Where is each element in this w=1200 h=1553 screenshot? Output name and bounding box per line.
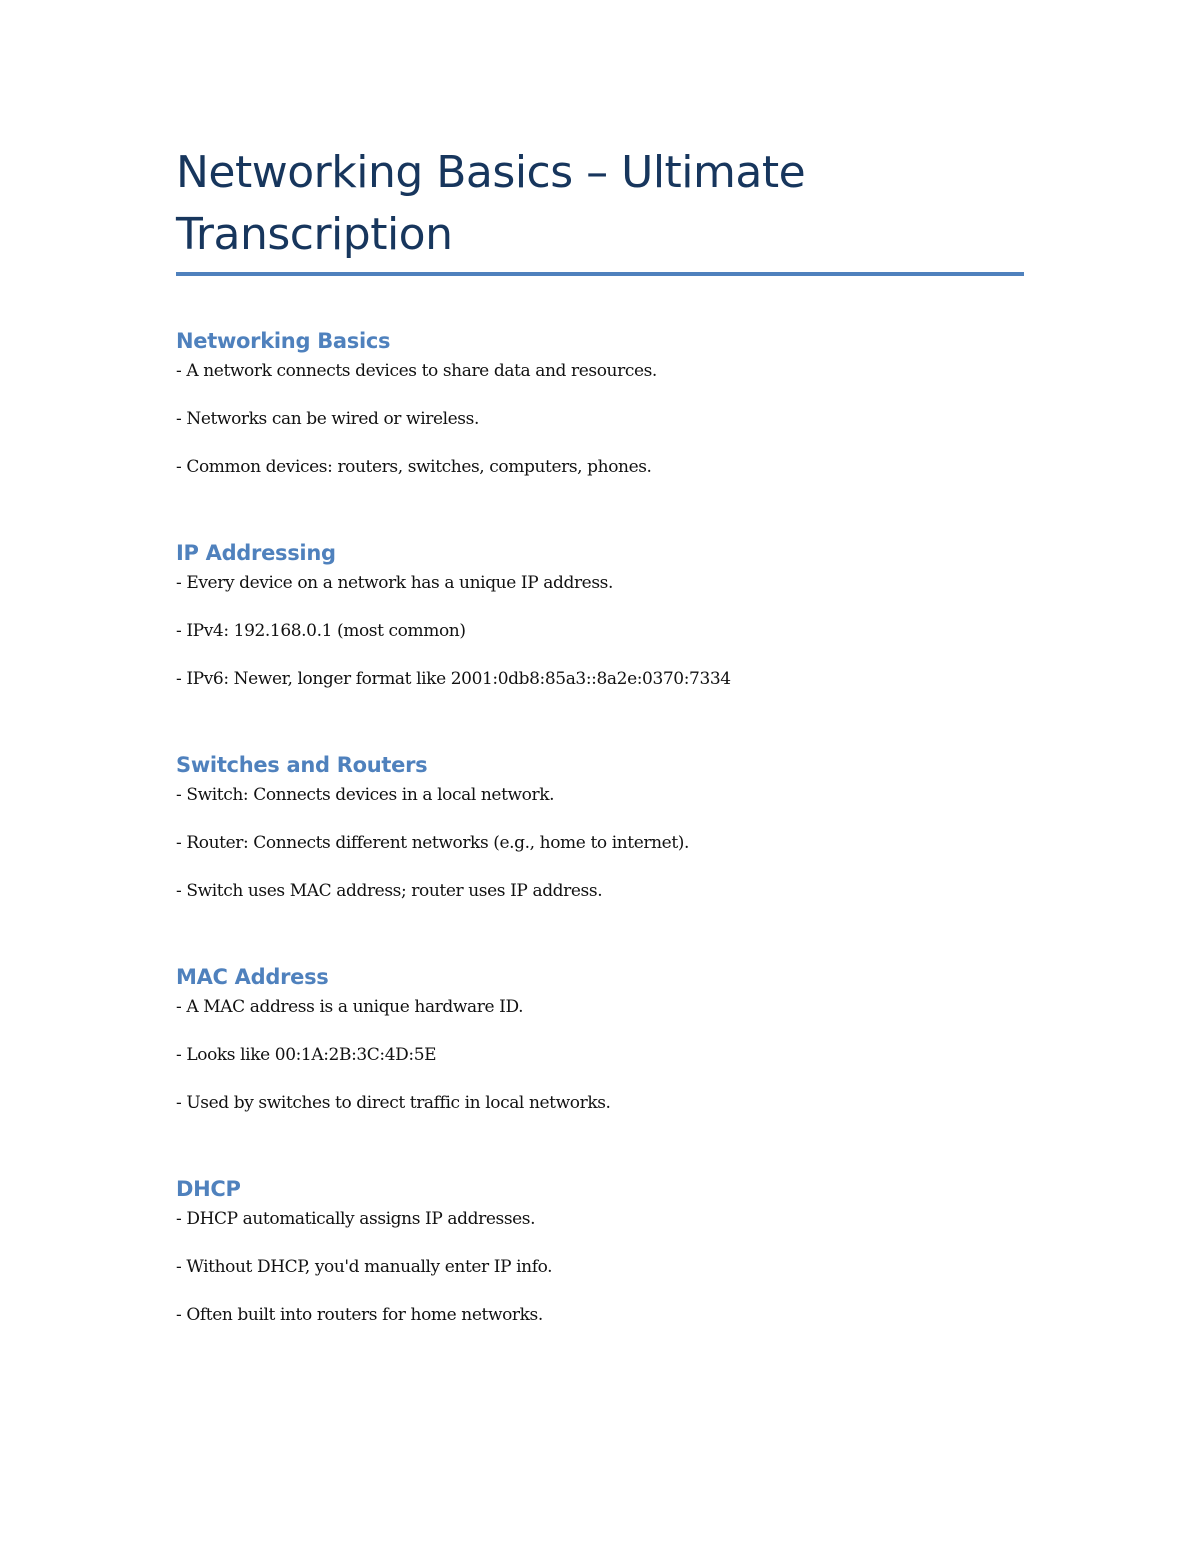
list-item: - Switch: Connects devices in a local network. — [176, 785, 555, 805]
section-heading: Switches and Routers — [176, 753, 428, 777]
section-heading: DHCP — [176, 1177, 241, 1201]
list-item: - Every device on a network has a unique IP address. — [176, 573, 613, 593]
bullet-list — [176, 1206, 1024, 1350]
list-item: - Common devices: routers, switches, computers, phones. — [176, 457, 652, 477]
list-item: - Looks like 00:1A:2B:3C:4D:5E — [176, 1045, 437, 1065]
bullet-list — [176, 994, 1024, 1138]
bullet-list — [176, 358, 1024, 502]
list-item: - Often built into routers for home networks. — [176, 1305, 543, 1325]
list-item: - A MAC address is a unique hardware ID. — [176, 997, 524, 1017]
list-item: - IPv6: Newer, longer format like 2001:0db8:85a3::8a2e:0370:7334 — [176, 669, 731, 689]
list-item: - DHCP automatically assigns IP addresses. — [176, 1209, 536, 1229]
list-item: - IPv4: 192.168.0.1 (most common) — [176, 621, 466, 641]
bullet-list — [176, 782, 1024, 926]
section-heading: Networking Basics — [176, 329, 391, 353]
list-item: - Switch uses MAC address; router uses IP address. — [176, 881, 603, 901]
section-mac-address — [176, 960, 1024, 1138]
section-heading: IP Addressing — [176, 541, 336, 565]
bullet-list — [176, 570, 1024, 714]
section-dhcp — [176, 1172, 1024, 1350]
list-item: - Without DHCP, you'd manually enter IP info. — [176, 1257, 553, 1277]
list-item: - Router: Connects different networks (e.g., home to internet). — [176, 833, 689, 853]
section-heading: MAC Address — [176, 965, 329, 989]
section-switches-and-routers — [176, 748, 1024, 926]
title-underline-rule — [176, 272, 1024, 276]
section-networking-basics — [176, 324, 1024, 502]
list-item: - Networks can be wired or wireless. — [176, 409, 479, 429]
section-ip-addressing — [176, 536, 1024, 714]
document-title: Networking Basics – Ultimate Transcription — [176, 147, 806, 260]
list-item: - Used by switches to direct traffic in local networks. — [176, 1093, 611, 1113]
list-item: - A network connects devices to share data and resources. — [176, 361, 657, 381]
